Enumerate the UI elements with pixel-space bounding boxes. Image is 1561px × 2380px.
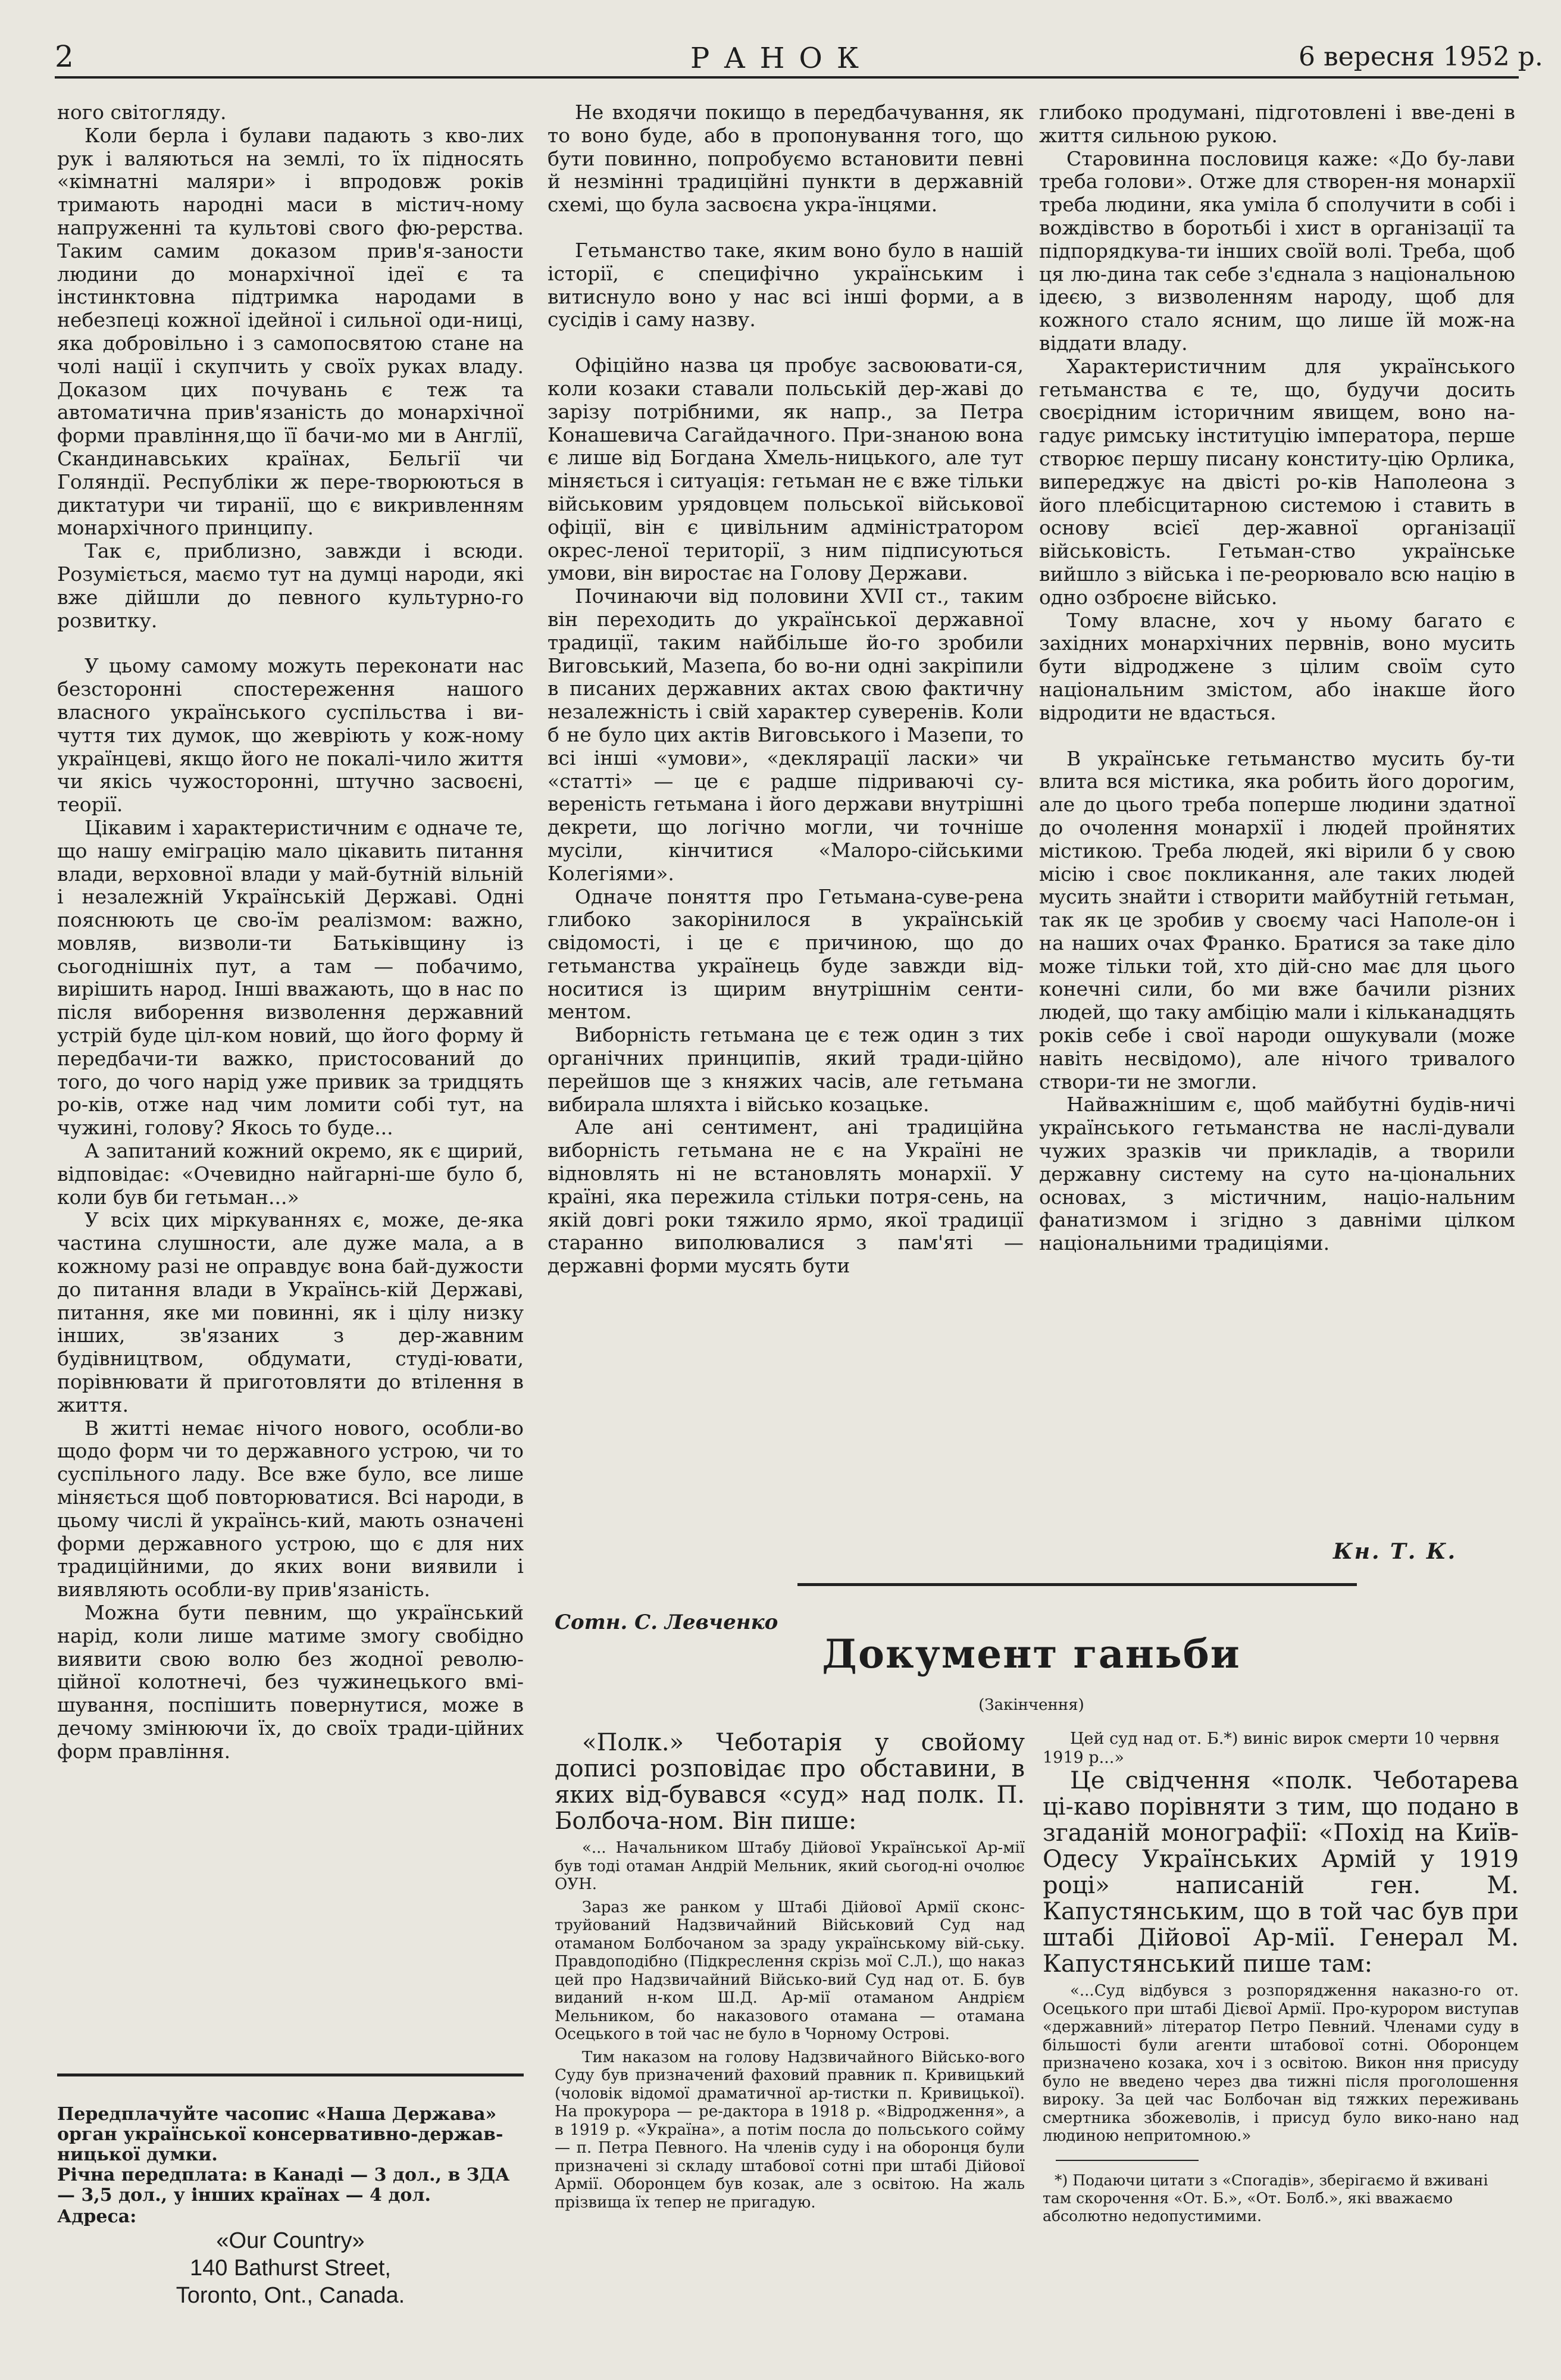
paragraph: Тому власне, хоч у ньому багато є західних монархічних первнів, воно мусить бути відроджене з цілим своїм суто національним змістом, або інакше його відродити не вдасться.: [1039, 608, 1515, 724]
subscription-text: Передплачуйте часопис «Наша Держава» орган української консервативно-держав-ницької думки.: [57, 2104, 503, 2165]
quote-paragraph: «... Начальником Штабу Дійової Української Ар-мії був тоді отаман Андрій Мельник, який сьогод-ні очолює ОУН.: [555, 1839, 1025, 1893]
subscription-price: Річна передплата: в Канаді — 3 дол., в ЗДА — 3,5 дол., у інших країнах — 4 дол.: [57, 2165, 510, 2206]
paragraph: глибоко продумані, підготовлені і вве-дені в життя сильною рукою.: [1039, 101, 1515, 147]
article-column-2: [548, 101, 1024, 1278]
article-column-1: [57, 101, 524, 1763]
lead-paragraph: Це свідчення «полк. Чеботарева ці-каво порівняти з тим, що подано в згаданій монографії: «Похід на Київ-Одесу Українських Армій у 1919 році» написаній ген. М. Капустянським, що в той час був при штабі Дійової Ар-мії. Генерал М. Капустянський пише там:: [1043, 1767, 1519, 1978]
header-rule: [55, 76, 1519, 79]
subscription-notice: [57, 2104, 524, 2309]
paragraph: Починаючи від половини XVII ст., таким він переходить до української державної традиції, таким найбільше йо-го зробили Виговський, Мазепа, бо во-ни одні закріпили в писаних державних актах свою фактичну незалежність і свій характер суверенів. Коли б не було цих актів Виговського і Мазепи, то всі інші «умови», «деклярації ласки» чи «статті» — це є радше підриваючі су-вереність гетьмана і його держави внутрішні декрети, що логічно могли, чи точніше мусіли, кінчитися «Малоро-сійськими Колегіями».: [548, 584, 1024, 885]
paragraph: Цікавим і характеристичним є одначе те, що нашу еміграцію мало цікавить питання влади, верховної влади у май-бутній вільній і незалежній Українській Державі. Одні пояснюють це сво-їм реалізмом: важно, мовляв, визволи-ти Батьківщину із сьогоднішніх пут, а там — побачимо, вирішить народ. Інші вважають, що в нас по після виборення визволення державний устрій буде ціл-ком новий, що його форму й передбачи-ти важко, пристосований до того, до чого нарід уже привик за тридцять ро-ків, отже над чим ломити собі тут, на чужині, голову? Якось то буде...: [57, 815, 524, 1140]
quote-block: [1043, 1982, 1519, 2146]
quote-block: [555, 1839, 1025, 2212]
paragraph: В українське гетьманство мусить бу-ти влита вся містика, яка робить його дорогим, але до цього треба поперше людини здатної до очолення монархії і людей пройнятих містикою. Треба людей, які вірили б у свою місію і своє покликання, але таких людей мусить знайти і створити майбутній гетьман, так як це зробив у своєму часі Наполе-он і на наших очах Франко. Братися за таке діло може тільки той, хто дій-сно має для цього конечні сили, бо ми вже бачили різних людей, що таку амбіцію мали і кільканадцять років себе і свої народи ошукували (може навіть несвідомо), але нічого тривалого створи-ти не змогли.: [1039, 746, 1515, 1093]
address-line: Toronto, Ont., Canada.: [176, 2283, 405, 2308]
paragraph: Але ані сентимент, ані традиційна виборність гетьмана не є на Україні не відновлять ні не встановлять монархії. У країні, яка пережила стільки потря-сень, на якій довгі роки тяжило ярмо, якої традиції старанно виполювалися з пам'яті — державні форми мусять бути: [548, 1115, 1024, 1278]
issue-date: 6 вересня 1952 р.: [1299, 42, 1543, 72]
section-divider: [797, 1583, 1357, 1586]
quote-paragraph: Цей суд над от. Б.*) виніс вирок смерти 10 червня 1919 р...»: [1043, 1730, 1500, 1767]
paragraph: Старовинна пословиця каже: «До бу-лави треба голови». Отже для створен-ня монархії треба людини, яка уміла б сполучити в собі і вождівство в боротьбі і хист в організації та підпорядкува-ти інших своїй волі. Треба, щоб ця лю-дина так себе з'єднала з національною ідеєю, з визволенням народу, щоб для кожного стало ясним, що лише їй мож-на віддати владу.: [1039, 146, 1515, 355]
lead-text-block: [555, 1730, 1025, 1834]
paragraph: Характеристичним для українського гетьманства є те, що, будучи досить своєрідним історичним явищем, воно на-гадує римську інституцію імператора, перше створює першу писану конститу-цію Орлика, випереджує на двісті ро-ків Наполеона з його плебісцитарною системою і ставить в основу всієї дер-жавної організації військовість. Гетьман-ство українське вийшло з війська і пе-реорювало всю націю в одно озброєне військо.: [1039, 354, 1515, 609]
paragraph: Не входячи покищо в передбачування, як то воно буде, або в пропонування того, що бути повинно, попробуємо встановити певні й незмінні традиційні пункти в державній схемі, що була засвоєна укра-їнцями.: [548, 101, 1024, 217]
address-line: «Our Country»: [216, 2228, 365, 2253]
newspaper-title: РАНОК: [690, 42, 874, 75]
quote-block: [1043, 1730, 1519, 1768]
paragraph: Найважнішим є, щоб майбутні будів-ничі українського гетьманства не наслі-дували чужих зразків чи прикладів, а творили державну систему на суто на-ціональних основах, з містичним, націо-нальним фанатизмом і згідно з давніми цілком національними традиціями.: [1039, 1093, 1515, 1255]
footnote-rule: [1056, 2160, 1199, 2161]
paragraph: В житті немає нічого нового, особли-во щодо форм чи то державного устрою, чи то суспільного ладу. Все вже було, все лише міняється щоб повторюватися. Всі народи, в цьому числі й українсь-кий, мають означені форми державного устрою, що є для них традиційними, до яких вони виявили і виявляють особли-ву прив'язаність.: [57, 1416, 524, 1602]
paragraph: А запитаний кожний окремо, як є щирий, відповідає: «Очевидно найгарні-ше було б, коли був би гетьман...»: [57, 1139, 524, 1209]
quote-paragraph: Зараз же ранком у Штабі Дійової Армії сконс-труйований Надзвичайний Військовий Суд над отаманом Болбочаном за зраду українському вій-ську. Правдоподібно (Підкреслення скрізь мої С.Л.), що наказ цей про Надзвичайний Військо-вий Суд над от. Б. був виданий н-ком Ш.Д. Ар-мії отаманом Андрієм Мельником, бо наказового отамана — отамана Осецького в той час не було в Чорному Острові.: [555, 1898, 1025, 2043]
paragraph: У всіх цих міркуваннях є, може, де-яка частина слушности, але дуже мала, а в кожному разі не оправдує вона бай-дужости до питання влади в Українсь-кій Державі, питання, яке ми повинні, як і цілу низку інших, зв'язаних з дер-жавним будівництвом, обдумати, студі-ювати, порівнювати й приготовляти до втілення в життя.: [57, 1208, 524, 1416]
footnote: [1043, 2172, 1519, 2225]
quote-paragraph: «...Суд відбувся з розпорядження наказно-го от. Осецького при штабі Дієвої Армії. Про-курором виступав «державний» літератор Петро Певний. Членами суду в більшості були агенти штабової сотні. Оборонцем призначено козака, хоч і з освітою. Викон ння присуду було не введено через два тижні після проголошення вироку. За цей час Болбочан від тяжких переживань смертника збожеволів, і присуд було вико-нано над людиною непритомною.»: [1043, 1982, 1519, 2145]
article-byline: Сотн. С. Левченко: [555, 1610, 778, 1634]
article-column-3: [1039, 101, 1515, 1255]
lead-text-block: [1043, 1768, 1519, 1977]
paragraph: Офіційно назва ця пробує засвоювати-ся, коли козаки ставали польській дер-жаві до зарізу потрібними, як напр., за Петра Конашевича Сагайдачного. При-знаною вона є лише від Богдана Хмель-ницького, але тут міняється і ситуація: гетьман не є вже тільки військовим урядовцем польської військової офіції, він є цивільним адміністратором окрес-леної території, з ним підписуються умови, він виростає на Голову Держави.: [548, 354, 1024, 585]
footnote-text: *) Подаючи цитати з «Спогадів», зберігаємо й вживані там скорочення «От. Б.», «От. Болб.», які вважаємо абсолютно недопустимими.: [1043, 2171, 1488, 2225]
page-number: 2: [55, 39, 74, 74]
paragraph: Коли берла і булави падають з кво-лих рук і валяються на землі, то їх підносять «кімнатні маляри» і впродовж років тримають народні маси в містич-ному напруженні та культові свого фю-рерства. Таким самим доказом прив'я-заности людини до монархічної ідеї є та інстинктовна підтримка народами в небезпеці кожної ідейної і сильної оди-ниці, яка добровільно і з самопосвятою стане на чолі нації і скупчить у своїх руках владу. Доказом цих почувань є теж та автоматична прив'язаність до монархічної форми правління,що її бачи-мо ми в Англії, Скандинавських країнах, Бельгії чи Голяндії. Республіки ж пере-творюються в диктатури чи тиранії, що є викривленням монархічного принципу.: [57, 123, 524, 540]
paragraph: Одначе поняття про Гетьмана-суве-рена глибоко закорінилося в українській свідомості, і це є причиною, що до гетьманства українець буде завжди від-носитися із щирим внутрішнім сенти-ментом.: [548, 884, 1024, 1024]
paragraph: Гетьманство таке, яким воно було в нашій історії, є специфічно українським і витиснуло воно у нас всі інші форми, а в сусідів і саму назву.: [548, 238, 1024, 331]
article2-left-column: [555, 1730, 1025, 2212]
paragraph: Так є, приблизно, завжди і всюди. Розуміється, маємо тут на думці народи, які вже дійшли до певного культурно-го розвитку.: [57, 539, 524, 632]
paragraph: Виборність гетьмана це є теж один з тих органічних принципів, який тради-ційно перейшов ще з княжих часів, але гетьмана вибирала шляхта і військо козацьке.: [548, 1023, 1024, 1116]
address-line: 140 Bathurst Street,: [190, 2256, 391, 2281]
column-divider: [57, 2073, 524, 2076]
paragraph: ного світогляду.: [57, 101, 227, 124]
quote-paragraph: Тим наказом на голову Надзвичайного Військо-вого Суду був призначений фаховий правник п. Кривицький (чоловік відомої драматичної ар-тистки п. Кривицької). На прокурора — ре-дактора в 1918 р. «Відродження», а в 1919 р. «Україна», а потім посла до польського сойму — п. Петра Певного. На членів суду і на оборонця були призначені зі складу штабової сотні при штабі Дійової Армії. Оборонцем був козак, але з освітою. На жаль прізвища їх тепер не пригадую.: [555, 2048, 1025, 2212]
paragraph: Можна бути певним, що український нарід, коли лише матиме змогу свобідно виявити свою волю без жодної револю-ційної колотнечі, без чужинецького вмі-шування, поспішить повернутися, може в дечому змінюючи їх, до своїх тради-ційних форм правління.: [57, 1601, 524, 1763]
address-label: Адреса:: [57, 2206, 137, 2227]
article2-right-column: [1043, 1730, 1519, 2225]
article-subtitle: (Закінчення): [978, 1696, 1084, 1714]
paragraph: У цьому самому можуть переконати нас безсторонні спостереження нашого власного українського суспільства і ви-чуття тих думок, що жевріють у кож-ному українцеві, якщо його не покалі-чило життя чи якісь чужосторонні, штучно засвоєні, теорії.: [57, 654, 524, 817]
author-signature: Кн. Т. К.: [1333, 1539, 1457, 1564]
article-title: Документ ганьби: [822, 1631, 1241, 1677]
lead-paragraph: «Полк.» Чеботарія у свойому дописі розповідає про обставини, в яких від-бувався «суд» над полк. П. Болбоча-ном. Він пише:: [555, 1729, 1025, 1835]
